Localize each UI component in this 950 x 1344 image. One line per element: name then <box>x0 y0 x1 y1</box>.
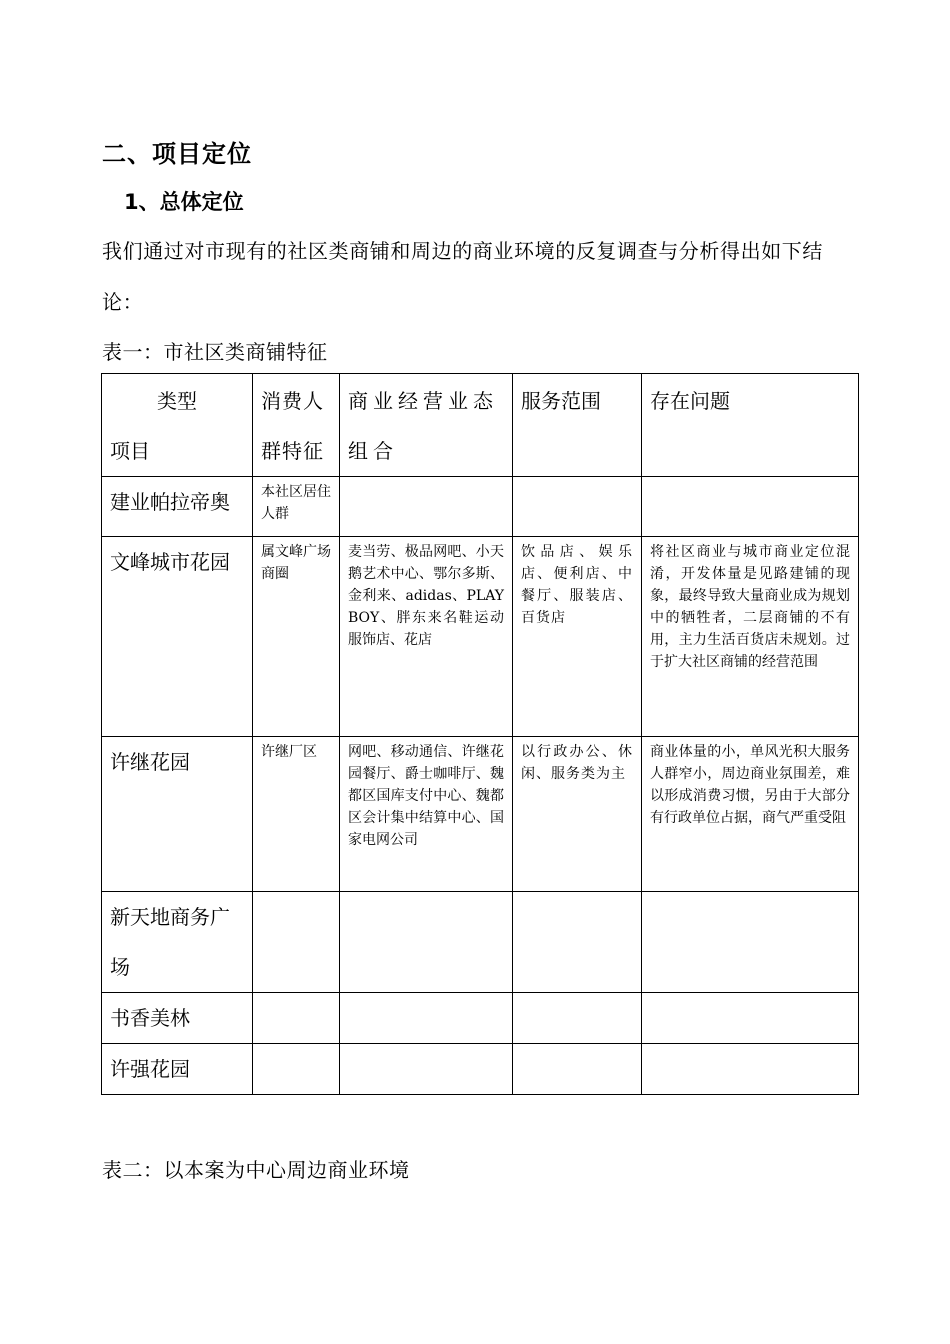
table-header-row <box>102 374 859 477</box>
table-row <box>102 537 859 737</box>
intro-paragraph: 我们通过对市现有的社区类商铺和周边的商业环境的反复调查与分析得出如下结论： <box>102 239 823 314</box>
consumers-cell <box>253 993 340 1044</box>
service-cell <box>513 892 642 993</box>
service-cell <box>513 993 642 1044</box>
issues-cell: 将社区商业与城市商业定位混淆，开发体量是见路建铺的现象，最终导致大量商业成为规划中的牺牲者，二层商铺的不有用，主力生活百货店未规划。过于扩大社区商铺的经营范围 <box>642 537 859 737</box>
service-cell <box>513 477 642 537</box>
table-row <box>102 892 859 993</box>
project-name: 建业帕拉帝奥 <box>102 477 253 537</box>
project-name: 书香美林 <box>102 993 253 1044</box>
project-name: 许强花园 <box>102 1044 253 1095</box>
consumers-cell: 属文峰广场商圈 <box>253 537 340 737</box>
consumers-cell <box>253 892 340 993</box>
subsection-heading: 1、总体定位 <box>124 190 244 214</box>
header-issues: 存在问题 <box>642 374 859 477</box>
header-type-label: 类型 <box>157 389 197 413</box>
header-service: 服务范围 <box>513 374 642 477</box>
business-cell <box>340 993 513 1044</box>
issues-cell <box>642 1044 859 1095</box>
table-row <box>102 477 859 537</box>
issues-cell <box>642 892 859 993</box>
table-row <box>102 993 859 1044</box>
service-cell: 饮品店、娱乐店、便利店、中餐厅、服装店、百货店 <box>513 537 642 737</box>
table2-caption: 表二：以本案为中心周边商业环境 <box>102 1158 410 1182</box>
table-row <box>102 1044 859 1095</box>
section-heading: 二、项目定位 <box>102 140 252 168</box>
table-row <box>102 737 859 892</box>
project-name: 许继花园 <box>102 737 253 892</box>
project-name: 文峰城市花园 <box>102 537 253 737</box>
header-cell-type-project <box>102 374 253 477</box>
project-name: 新天地商务广场 <box>102 892 253 993</box>
consumers-cell <box>253 1044 340 1095</box>
header-project-label: 项目 <box>110 439 150 463</box>
consumers-cell: 本社区居住人群 <box>253 477 340 537</box>
business-cell <box>340 1044 513 1095</box>
business-cell: 麦当劳、极品网吧、小天鹅艺术中心、鄂尔多斯、金利来、adidas、PLAYBOY、胖东来名鞋运动服饰店、花店 <box>340 537 513 737</box>
service-cell <box>513 1044 642 1095</box>
business-cell <box>340 477 513 537</box>
issues-cell <box>642 477 859 537</box>
issues-cell: 商业体量的小，单风光积大服务人群窄小，周边商业氛围差，难以形成消费习惯，另由于大部分有行政单位占据，商气严重受阻 <box>642 737 859 892</box>
consumers-cell: 许继厂区 <box>253 737 340 892</box>
table1-caption: 表一：市社区类商铺特征 <box>102 340 328 364</box>
issues-cell <box>642 993 859 1044</box>
header-business: 商业经营业态组合 <box>340 374 513 477</box>
business-cell <box>340 892 513 993</box>
business-cell: 网吧、移动通信、许继花园餐厅、爵士咖啡厅、魏都区国库支付中心、魏都区会计集中结算中心、国家电网公司 <box>340 737 513 892</box>
header-consumers: 消费人群特征 <box>253 374 340 477</box>
shop-features-table <box>101 373 859 1095</box>
service-cell: 以行政办公、休闲、服务类为主 <box>513 737 642 892</box>
